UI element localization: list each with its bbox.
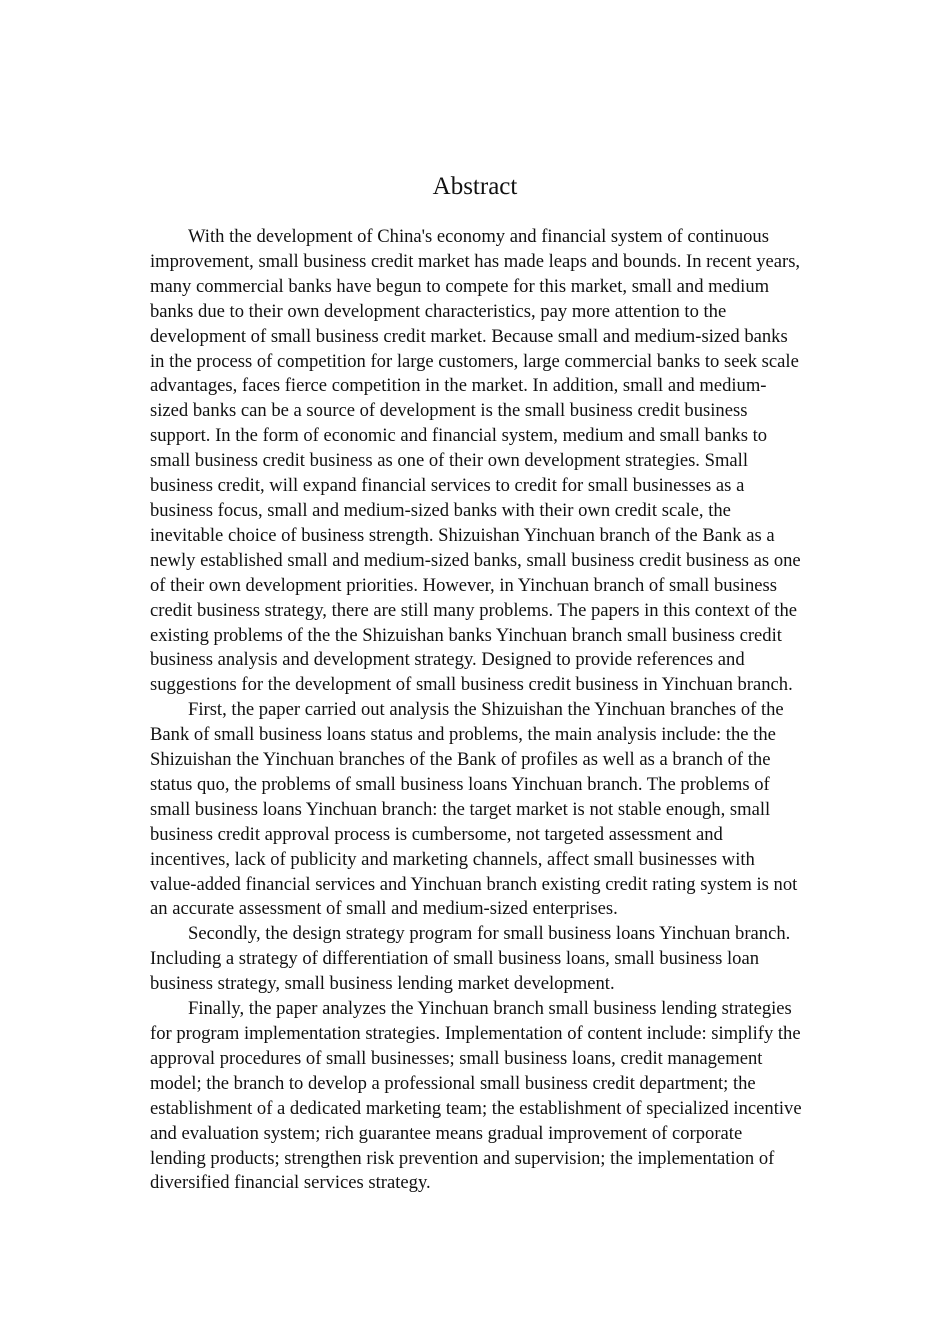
abstract-body xyxy=(150,225,802,1196)
page-title: Abstract xyxy=(432,173,518,200)
paragraph: Secondly, the design strategy program for small business loans Yinchuan branch. Including a strategy of differentiation of small business loans, small business loan business strategy, small business lending market development. xyxy=(150,923,791,995)
paragraph: With the development of China's economy and financial system of continuous improvement, small business credit market has made leaps and bounds. In recent years, many commercial banks have begun to compete for this market, small and medium banks due to their own development characteristics, pay more attention to the development of small business credit market. Because small and medium-sized banks in the process of competition for large customers, large commercial banks to seek scale advantages, faces fierce competition in the market. In addition, small and medium-sized banks can be a source of development is the small business credit business support. In the form of economic and financial system, medium and small banks to small business credit business as one of their own development strategies. Small business credit, will expand financial services to credit for small businesses as a business focus, small and medium-sized banks with their own credit scale, the inevitable choice of business strength. Shizuishan Yinchuan branch of the Bank as a newly established small and medium-sized banks, small business credit business as one of their own development priorities. However, in Yinchuan branch of small business credit business strategy, there are still many problems. The papers in this context of the existing problems of the the Shizuishan banks Yinchuan branch small business credit business analysis and development strategy. Designed to provide references and suggestions for the development of small business credit business in Yinchuan branch. xyxy=(150,226,801,696)
paragraph: Finally, the paper analyzes the Yinchuan branch small business lending strategies for program implementation strategies. Implementation of content include: simplify the approval procedures of small businesses; small business loans, credit management model; the branch to develop a professional small business credit department; the establishment of a dedicated marketing team; the establishment of specialized incentive and evaluation system; rich guarantee means gradual improvement of corporate lending products; strengthen risk prevention and supervision; the implementation of diversified financial services strategy. xyxy=(150,998,802,1194)
paragraph: First, the paper carried out analysis the Shizuishan the Yinchuan branches of the Bank of small business loans status and problems, the main analysis include: the the Shizuishan the Yinchuan branches of the Bank of profiles as well as a branch of the status quo, the problems of small business loans Yinchuan branch. The problems of small business loans Yinchuan branch: the target market is not stable enough, small business credit approval process is cumbersome, not targeted assessment and incentives, lack of publicity and marketing channels, affect small businesses with value-added financial services and Yinchuan branch existing credit rating system is not an accurate assessment of small and medium-sized enterprises. xyxy=(150,699,798,920)
